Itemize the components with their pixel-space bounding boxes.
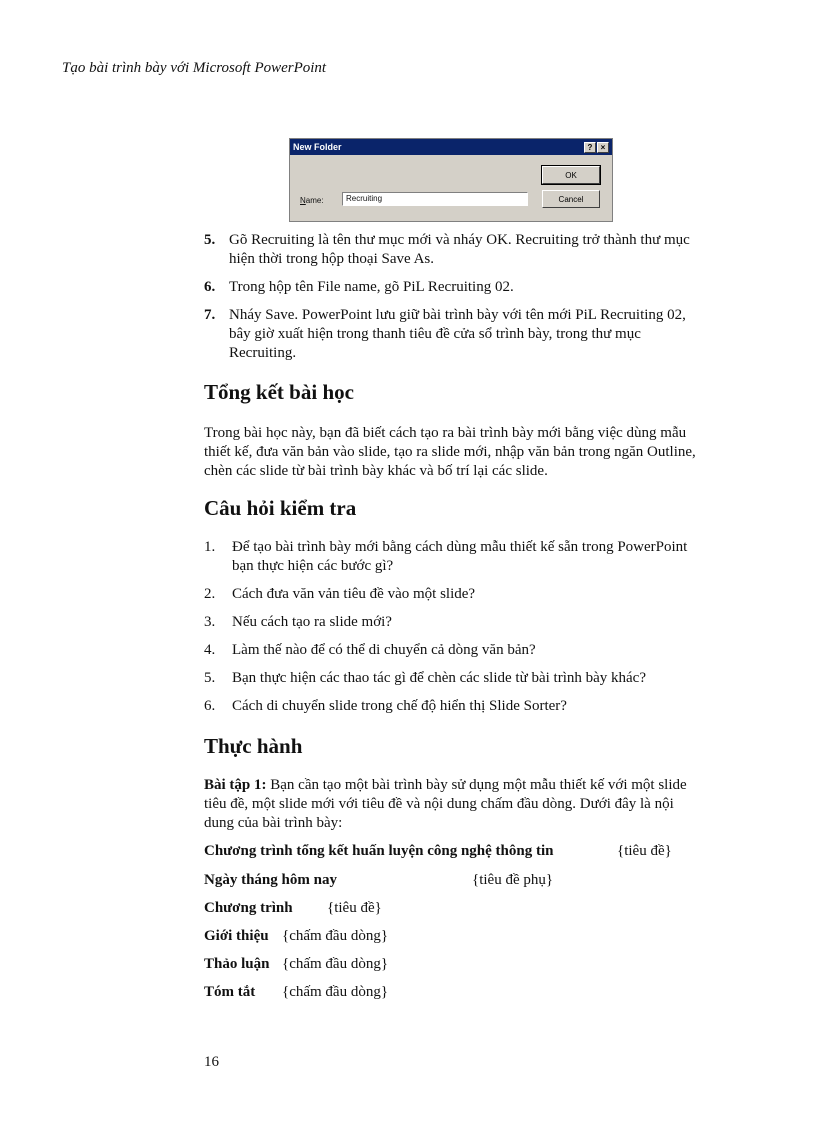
outline-tag: {chấm đầu dòng} bbox=[282, 984, 389, 1000]
step-text: Trong hộp tên File name, gõ PiL Recruiting 02. bbox=[229, 279, 514, 295]
question-number: 3. bbox=[204, 614, 216, 630]
step-text: Gõ Recruiting là tên thư mục mới và nháy OK. Recruiting trở thành thư mục hiện thời trong hộp thoại Save As. bbox=[229, 232, 690, 267]
outline-label: Giới thiệu bbox=[204, 928, 269, 944]
outline-label: Thảo luận bbox=[204, 956, 270, 972]
exercise-paragraph bbox=[204, 776, 699, 833]
folder-name-input[interactable]: Recruiting bbox=[342, 192, 528, 206]
outline-tag: {chấm đầu dòng} bbox=[282, 956, 389, 972]
running-header: Tạo bài trình bày với Microsoft PowerPoint bbox=[62, 60, 327, 76]
step-text: Nháy Save. PowerPoint lưu giữ bài trình bày với tên mới PiL Recruiting 02, bây giờ xuất hiện trong thanh tiêu đề cửa sổ trình bày, trong thư mục Recruiting. bbox=[229, 307, 686, 361]
list-item bbox=[204, 278, 704, 297]
outline-row bbox=[204, 843, 672, 860]
outline-tag: {tiêu đề} bbox=[327, 900, 382, 916]
cancel-button[interactable]: Cancel bbox=[542, 190, 600, 208]
exercise-text: Bạn cần tạo một bài trình bày sử dụng một mẫu thiết kế với một slide tiêu đề, một slide mới với tiêu đề và nội dung chấm đầu dòng. Dưới đây là nội dung của bài trình bày: bbox=[204, 777, 687, 831]
step-number: 7. bbox=[204, 307, 216, 323]
close-icon[interactable]: × bbox=[597, 142, 609, 153]
question-number: 6. bbox=[204, 698, 216, 714]
summary-heading: Tổng kết bài học bbox=[204, 380, 354, 404]
outline-row bbox=[204, 900, 382, 917]
question-text: Làm thế nào để có thể di chuyển cả dòng văn bản? bbox=[232, 642, 536, 658]
question-number: 4. bbox=[204, 642, 216, 658]
outline-row bbox=[204, 984, 389, 1001]
practice-heading: Thực hành bbox=[204, 734, 303, 758]
question-number: 5. bbox=[204, 670, 216, 686]
summary-paragraph: Trong bài học này, bạn đã biết cách tạo ra bài trình bày mới bằng việc dùng mẫu thiết kế, đưa văn bản vào slide, tạo ra slide mới, nhập văn bản trong ngăn Outline, chèn các slide từ bài trình bày khác và bố trí lại các slide. bbox=[204, 425, 696, 479]
list-item bbox=[204, 613, 704, 632]
list-item bbox=[204, 669, 704, 688]
ok-button[interactable]: OK bbox=[542, 166, 600, 184]
question-text: Cách đưa văn vản tiêu đề vào một slide? bbox=[232, 586, 476, 602]
question-text: Để tạo bài trình bày mới bằng cách dùng mẫu thiết kế sẵn trong PowerPoint bạn thực hiện các bước gì? bbox=[232, 539, 688, 574]
question-text: Nếu cách tạo ra slide mới? bbox=[232, 614, 392, 630]
questions-list bbox=[204, 538, 704, 725]
list-item bbox=[204, 697, 704, 716]
outline-tag: {tiêu đề phụ} bbox=[472, 872, 554, 888]
question-text: Bạn thực hiện các thao tác gì để chèn các slide từ bài trình bày khác? bbox=[232, 670, 647, 686]
outline-tag: {chấm đầu dòng} bbox=[282, 928, 389, 944]
list-item bbox=[204, 585, 704, 604]
exercise-label: Bài tập 1: bbox=[204, 777, 267, 793]
steps-list bbox=[204, 231, 704, 372]
outline-row bbox=[204, 956, 389, 973]
outline-tag: {tiêu đề} bbox=[617, 843, 672, 859]
outline-row bbox=[204, 872, 554, 889]
outline-row bbox=[204, 928, 389, 945]
list-item bbox=[204, 538, 704, 576]
question-text: Cách di chuyển slide trong chế độ hiển thị Slide Sorter? bbox=[232, 698, 567, 714]
help-icon[interactable]: ? bbox=[584, 142, 596, 153]
list-item bbox=[204, 641, 704, 660]
list-item bbox=[204, 306, 704, 363]
name-label: Name: bbox=[300, 196, 324, 205]
dialog-title-bar bbox=[290, 139, 612, 155]
outline-label: Chương trình tổng kết huấn luyện công nghệ thông tin bbox=[204, 843, 554, 859]
dialog-title: New Folder bbox=[293, 142, 342, 152]
outline-label: Chương trình bbox=[204, 900, 293, 916]
new-folder-dialog bbox=[289, 138, 613, 222]
question-number: 2. bbox=[204, 586, 216, 602]
step-number: 5. bbox=[204, 232, 216, 248]
outline-label: Tóm tắt bbox=[204, 984, 256, 1000]
question-number: 1. bbox=[204, 539, 216, 555]
list-item bbox=[204, 231, 704, 269]
page-number: 16 bbox=[204, 1054, 219, 1070]
review-heading: Câu hỏi kiểm tra bbox=[204, 496, 357, 520]
step-number: 6. bbox=[204, 279, 216, 295]
outline-label: Ngày tháng hôm nay bbox=[204, 872, 337, 888]
